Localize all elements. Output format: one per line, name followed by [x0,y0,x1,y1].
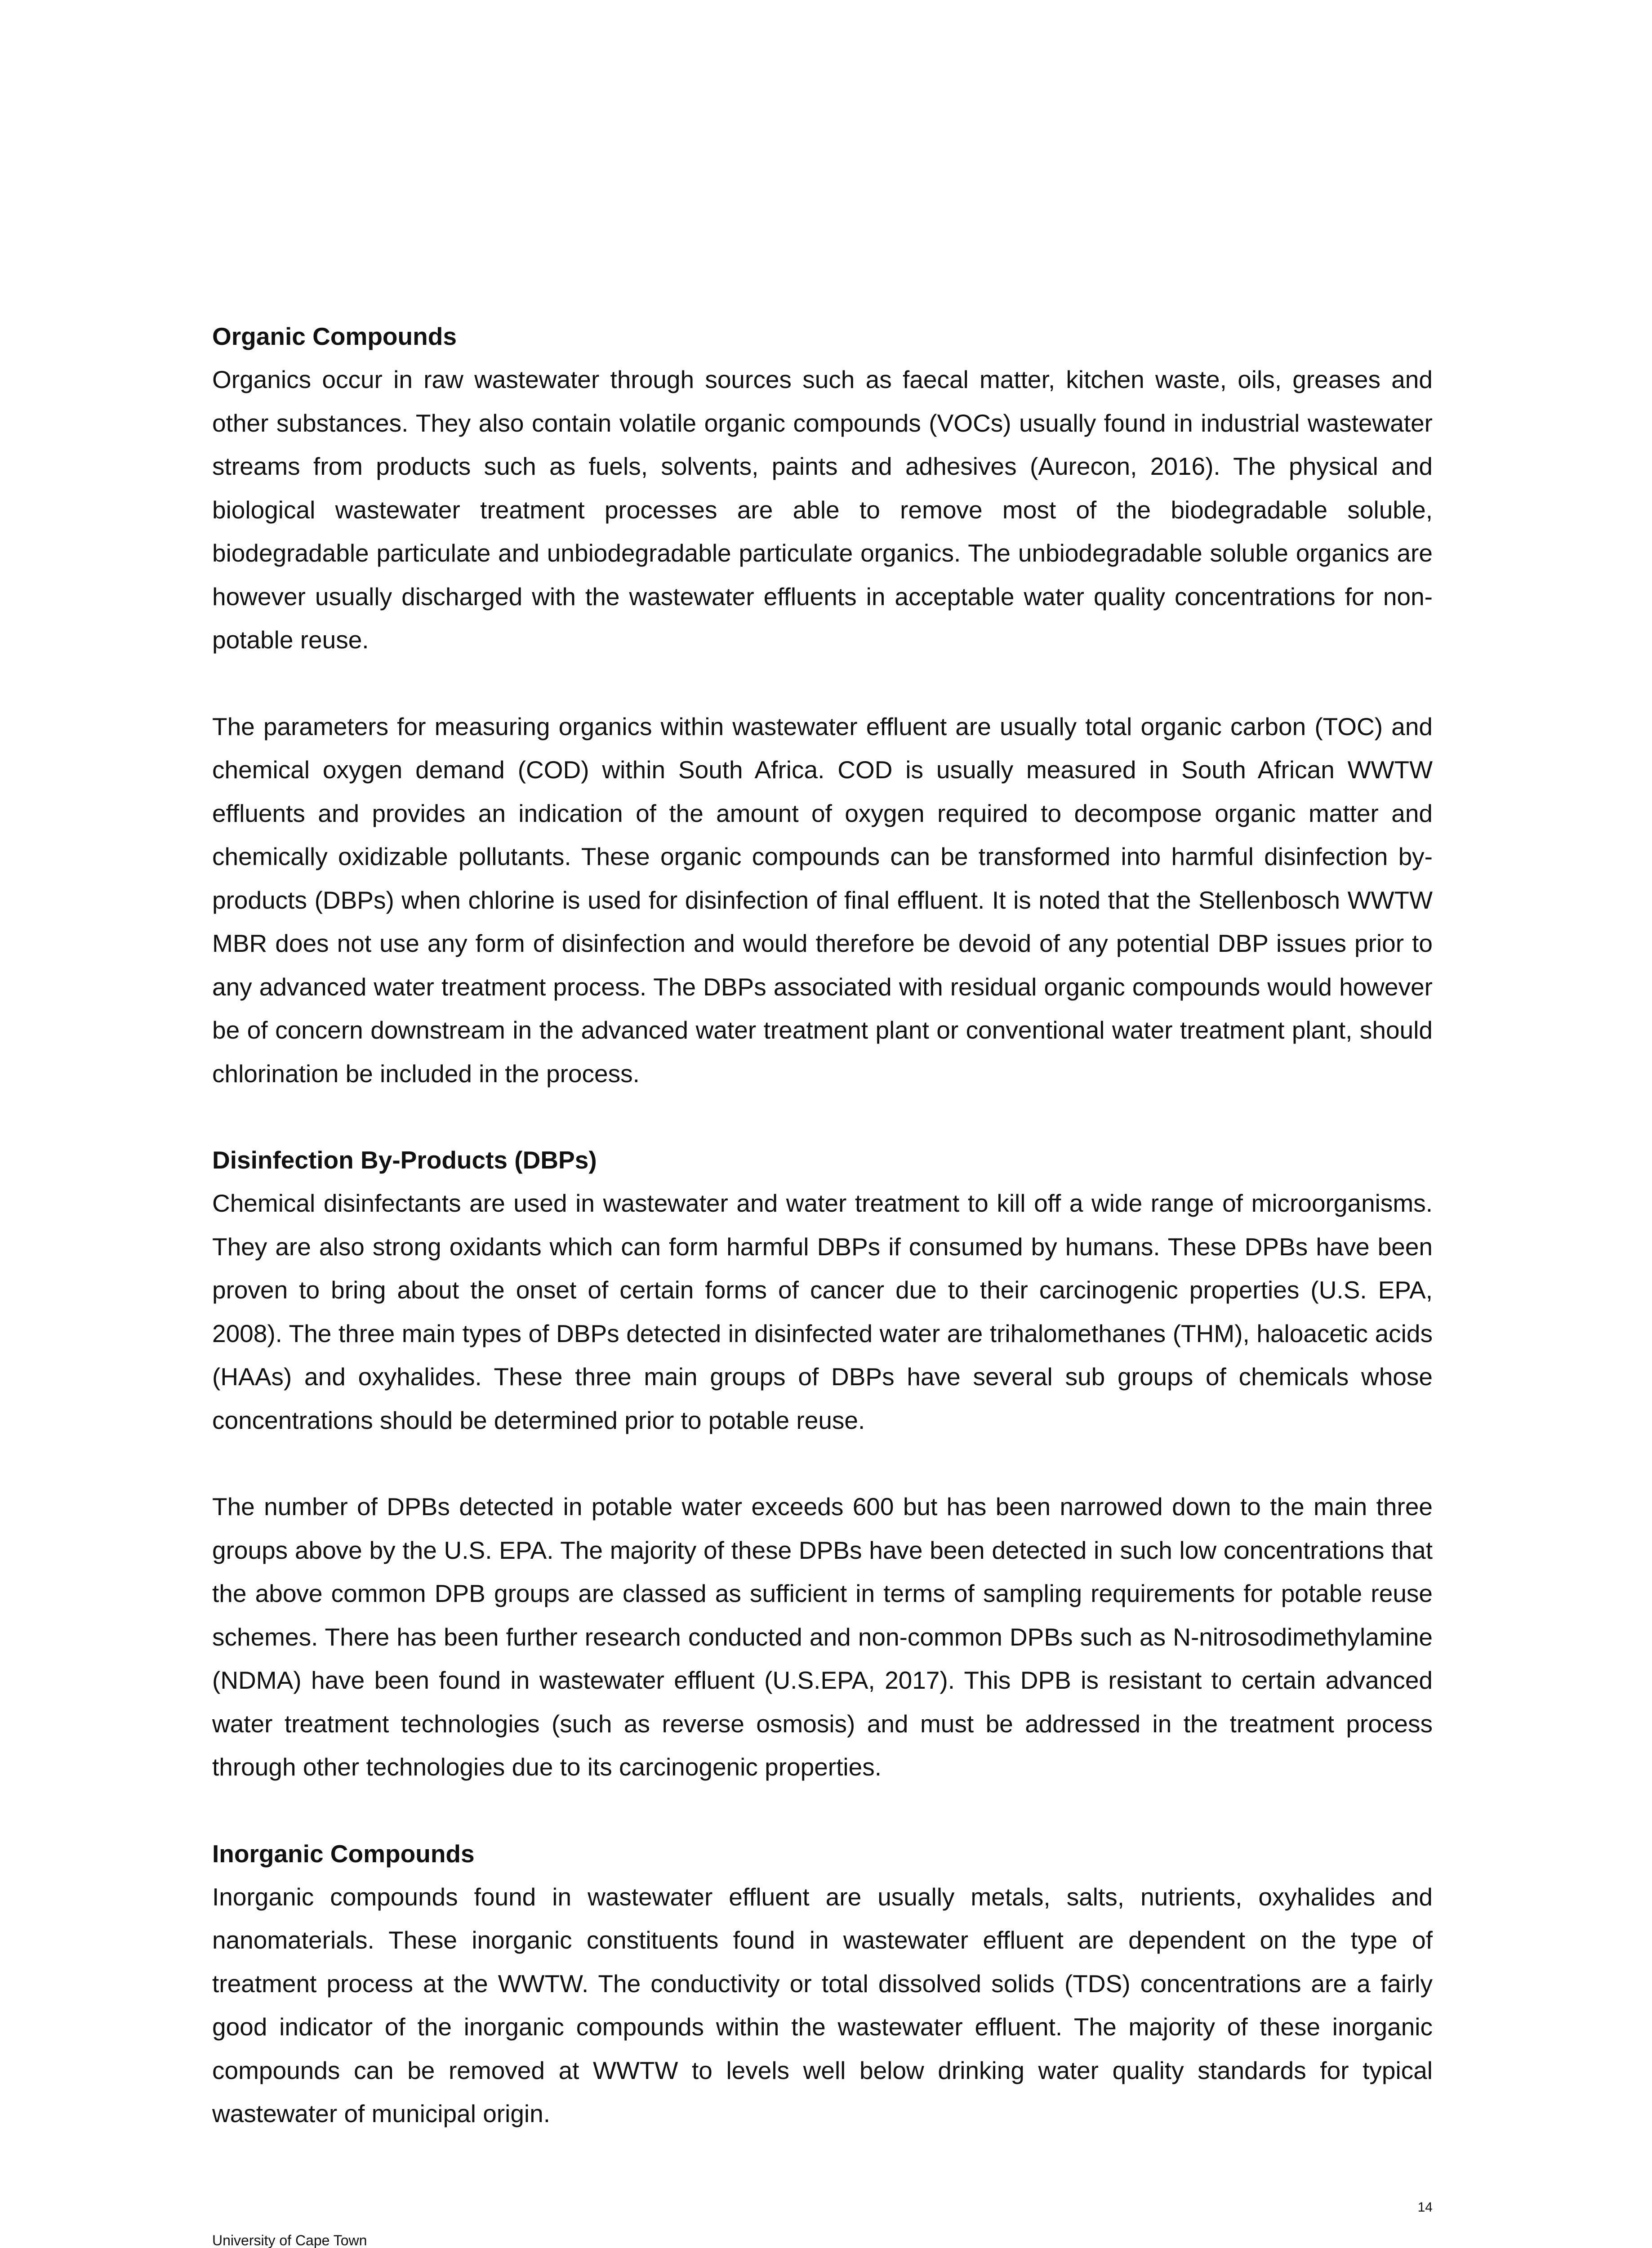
paragraph-organics-intro: Organics occur in raw wastewater through sources such as faecal matter, kitchen waste, oils, greases and other substances. They also contain volatile organic compounds (VOCs) usually found in industrial wastewater streams from products such as fuels, solvents, paints and adhesives (Aurecon, 2016). The physical and biological wastewater treatment processes are able to remove most of the biodegradable soluble, biodegradable particulate and unbiodegradable particulate organics. The unbiodegradable soluble organics are however usually discharged with the wastewater effluents in acceptable water quality concentrations for non-potable reuse. [212,366,1433,654]
paragraph-organics-parameters: The parameters for measuring organics within wastewater effluent are usually total organic carbon (TOC) and chemical oxygen demand (COD) within South Africa. COD is usually measured in South African WWTW effluents and provides an indication of the amount of oxygen required to decompose organic matter and chemically oxidizable pollutants. These organic compounds can be transformed into harmful disinfection by-products (DBPs) when chlorine is used for disinfection of final effluent. It is noted that the Stellenbosch WWTW MBR does not use any form of disinfection and would therefore be devoid of any potential DBP issues prior to any advanced water treatment process. The DBPs associated with residual organic compounds would however be of concern downstream in the advanced water treatment plant or conventional water treatment plant, should chlorination be included in the process. [212,712,1433,1088]
footer-institution: University of Cape Town [212,2232,367,2248]
paragraph-dbp-intro: Chemical disinfectants are used in wastewater and water treatment to kill off a wide range of microorganisms. They are also strong oxidants which can form harmful DBPs if consumed by humans. These DPBs have been proven to bring about the onset of certain forms of cancer due to their carcinogenic properties (U.S. EPA, 2008). The three main types of DBPs detected in disinfected water are trihalomethanes (THM), haloacetic acids (HAAs) and oxyhalides. These three main groups of DBPs have several sub groups of chemicals whose concentrations should be determined prior to potable reuse. [212,1189,1433,1434]
heading-inorganic-compounds: Inorganic Compounds [212,1839,475,1868]
paragraph-dbp-count: The number of DPBs detected in potable water exceeds 600 but has been narrowed down to the main three groups above by the U.S. EPA. The majority of these DPBs have been detected in such low concentrations that the above common DPB groups are classed as sufficient in terms of sampling requirements for potable reuse schemes. There has been further research conducted and non-common DPBs such as N-nitrosodimethylamine (NDMA) have been found in wastewater effluent (U.S.EPA, 2017). This DPB is resistant to certain advanced water treatment technologies (such as reverse osmosis) and must be addressed in the treatment process through other technologies due to its carcinogenic properties. [212,1493,1433,1781]
heading-disinfection-by-products: Disinfection By-Products (DBPs) [212,1146,597,1174]
document-body [212,315,1433,2136]
page-number: 14 [1417,2200,1433,2215]
paragraph-inorganics: Inorganic compounds found in wastewater effluent are usually metals, salts, nutrients, oxyhalides and nanomaterials. These inorganic constituents found in wastewater effluent are dependent on the type of treatment process at the WWTW. The conductivity or total dissolved solids (TDS) concentrations are a fairly good indicator of the inorganic compounds within the wastewater effluent. The majority of these inorganic compounds can be removed at WWTW to levels well below drinking water quality standards for typical wastewater of municipal origin. [212,1882,1433,2128]
heading-organic-compounds: Organic Compounds [212,322,457,350]
